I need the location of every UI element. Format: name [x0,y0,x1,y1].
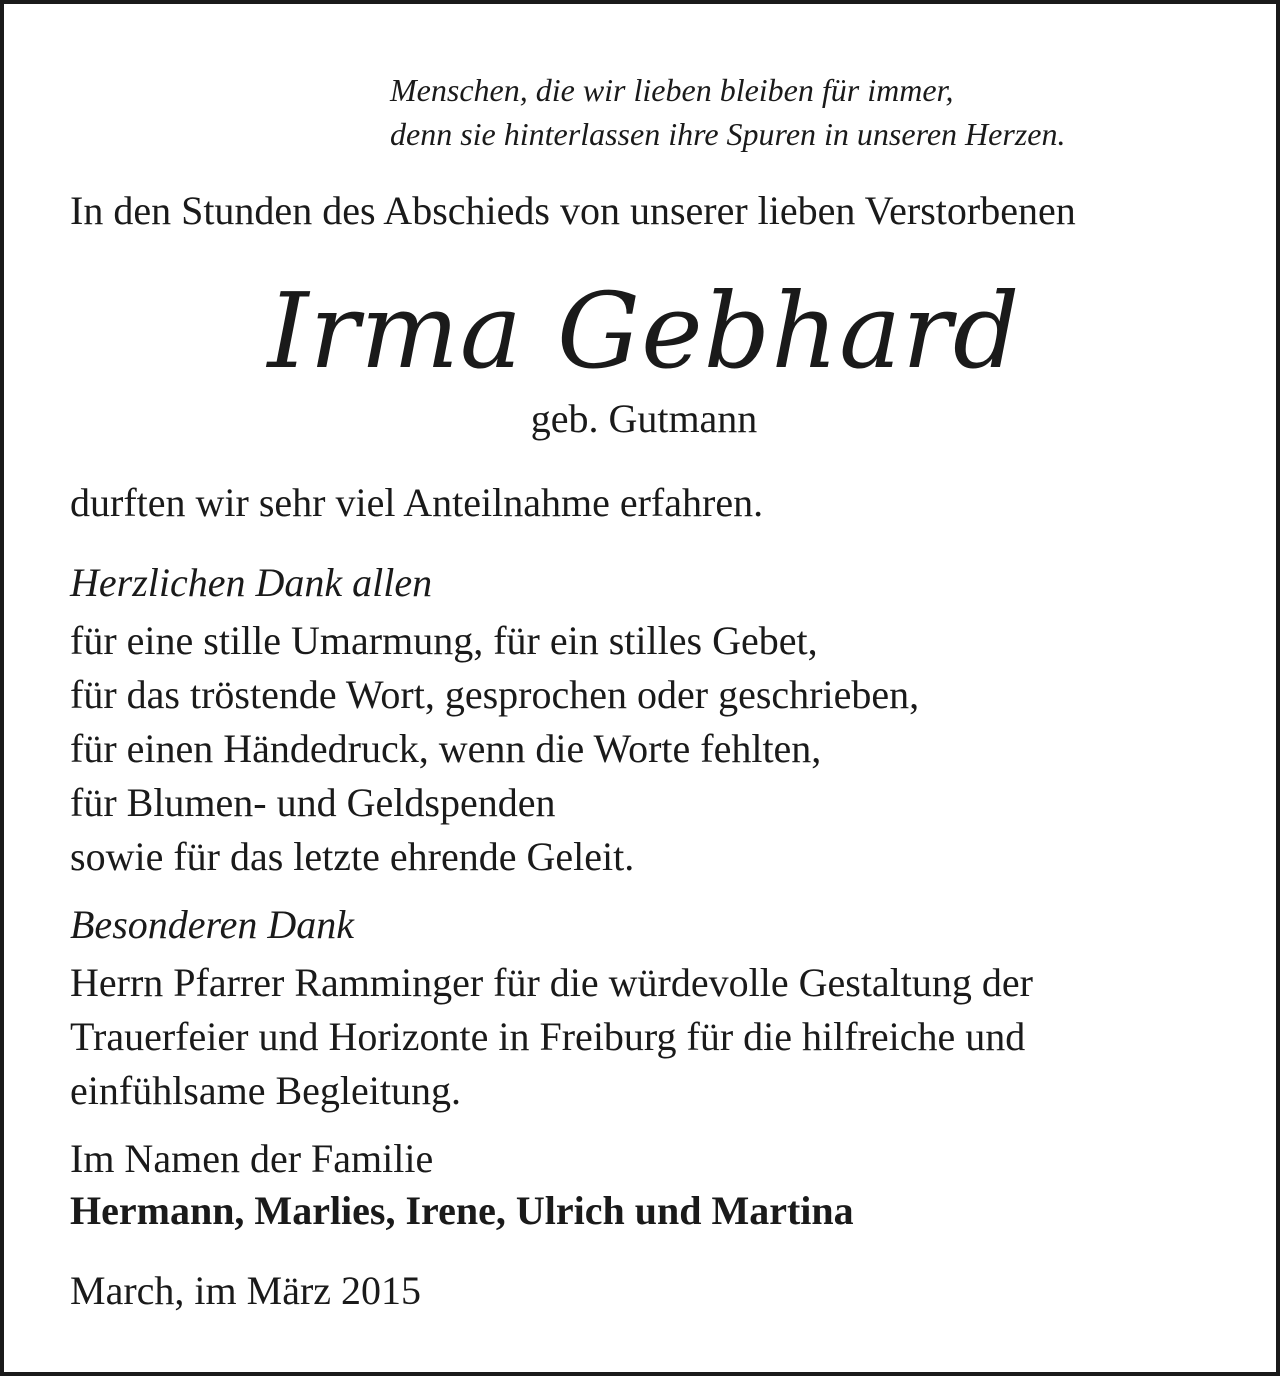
special-thanks-heading: Besonderen Dank [70,902,354,947]
thanks-line: für das tröstende Wort, gesprochen oder geschrieben, [70,672,920,717]
special-thanks-line: Trauerfeier und Horizonte in Freiburg für die hilfreiche und [70,1014,1026,1059]
motto-quote [390,68,1065,156]
family-names: Hermann, Marlies, Irene, Ulrich und Martina [70,1188,854,1233]
deceased-name: Irma Gebhard [267,270,1021,392]
intro-text: In den Stunden des Abschieds von unserer lieben Verstorbenen [70,188,1076,233]
motto-line: denn sie hinterlassen ihre Spuren in unseren Herzen. [390,116,1066,152]
motto-line: Menschen, die wir lieben bleiben für immer, [390,72,954,108]
special-thanks-line: einfühlsame Begleitung. [70,1068,462,1113]
thanks-heading: Herzlichen Dank allen [70,560,433,605]
family-label: Im Namen der Familie [70,1136,434,1181]
special-thanks-text [70,956,1033,1118]
thanks-line: sowie für das letzte ehrende Geleit. [70,834,635,879]
thanks-line: für eine stille Umarmung, für ein stilles Gebet, [70,618,818,663]
place-date: March, im März 2015 [70,1268,422,1313]
sympathy-text: durften wir sehr viel Anteilnahme erfahren. [70,480,764,525]
birth-name: geb. Gutmann [530,396,758,441]
thanks-line: für Blumen- und Geldspenden [70,780,556,825]
thanks-list [70,614,919,884]
special-thanks-line: Herrn Pfarrer Ramminger für die würdevolle Gestaltung der [70,960,1033,1005]
thanks-line: für einen Händedruck, wenn die Worte fehlten, [70,726,822,771]
